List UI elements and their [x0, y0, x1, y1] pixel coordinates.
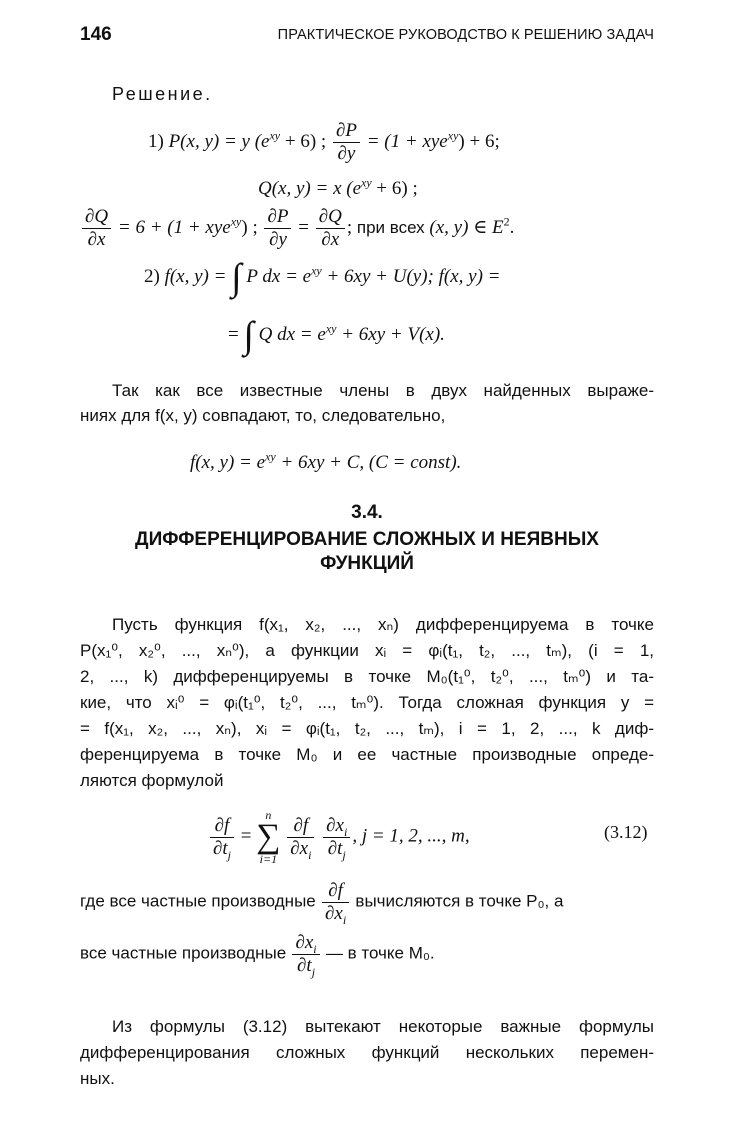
solution-label: Решение. — [112, 84, 213, 104]
formula-line-4 — [144, 256, 501, 299]
formula-1-right-exp: xy — [447, 128, 459, 143]
formula-1-exp: xy — [269, 128, 281, 143]
formula-line-2 — [258, 175, 418, 200]
formula-4-mid: P dx = e — [246, 266, 312, 287]
eq-dx-dt-fraction: $\frac{\partial x_i}{\partial t_j}$ — [323, 815, 350, 860]
integral-sign-1: ∫ — [231, 256, 242, 299]
formula-5-exp: xy — [325, 321, 337, 336]
paragraph-4-line-2: дифференцирования сложных функций нескольких перемен- — [80, 1043, 654, 1062]
formula-2-end: + 6) ; — [371, 178, 418, 199]
summation-sign: n ∑ i=1 — [256, 808, 281, 866]
result-exp: xy — [265, 449, 276, 464]
paragraph-2-line-4: кие, что xᵢ⁰ = φᵢ(t₁⁰, t₂⁰, ..., tₘ⁰). Тогда сложная функция y = — [80, 693, 654, 712]
section-title-line-2: ФУНКЦИЙ — [320, 553, 414, 574]
result-formula — [190, 449, 462, 474]
paragraph-1-line-2: ниях для f(x, y) совпадают, то, следовательно, — [80, 406, 446, 425]
eq-lhs-fraction: $\frac{\partial f}{\partial t_j}$ — [210, 815, 234, 860]
equation-number: (3.12) — [604, 822, 648, 842]
formula-5-mid: Q dx = e — [258, 324, 326, 345]
partial-q-x-fraction: $\frac{\partial Q}{\partial x}$ — [82, 206, 111, 251]
section-number: 3.4. — [351, 502, 383, 523]
paragraph-1-line-1: Так как все известные члены в двух найденных выраже- — [112, 381, 654, 400]
formula-4-exp: xy — [311, 263, 322, 278]
partial-f-x-fraction: $\frac{\partial f}{\partial x_i}$ — [322, 880, 349, 925]
running-title: ПРАКТИЧЕСКОЕ РУКОВОДСТВО К РЕШЕНИЮ ЗАДАЧ — [277, 27, 654, 43]
formula-1-right-end: ) + 6; — [458, 130, 500, 152]
formula-1-mid: + 6) ; — [280, 130, 327, 152]
partial-p-y-fraction: $\frac{\partial P}{\partial y}$ — [333, 120, 360, 165]
paragraph-2-line-7: ляются формулой — [80, 771, 224, 790]
paragraph-3-line-1: где все частные производные $\frac{\partial f}{\partial x_i}$ вычисляются в точке P₀, а — [80, 880, 564, 927]
partial-x-t-fraction: $\frac{\partial x_i}{\partial t_j}$ — [292, 932, 319, 977]
partial-q-x-fraction-2: $\frac{\partial Q}{\partial x}$ — [316, 206, 345, 251]
formula-2-exp: xy — [361, 175, 372, 190]
formula-4-end: + 6xy + U(y); f(x, y) = — [321, 266, 501, 287]
paragraph-2-line-2: P(x₁⁰, x₂⁰, ..., xₙ⁰), а функции xᵢ = φᵢ(t₁, t₂, ..., tₘ), (i = 1, — [80, 641, 654, 660]
eq-df-dx-fraction: $\frac{\partial f}{\partial x_i}$ — [287, 815, 314, 860]
formula-3-exp: xy — [230, 214, 242, 229]
result-end: + 6xy + C, (C = const). — [275, 452, 462, 473]
page-number: 146 — [80, 24, 112, 45]
formula-3-condition: (x, y) ∈ E — [429, 216, 504, 238]
paragraph-2-line-5: = f(x₁, x₂, ..., xₙ), xᵢ = φᵢ(t₁, t₂, ..., tₘ), i = 1, 2, ..., k диф- — [80, 719, 654, 738]
paragraph-2-line-1: Пусть функция f(x₁, x₂, ..., xₙ) дифференцируема в точке — [112, 615, 654, 634]
formula-3-mid2: ) ; — [241, 216, 258, 238]
eq-tail: , j = 1, 2, ..., m, — [352, 825, 470, 847]
formula-1-right: = (1 + xye — [366, 130, 448, 152]
formula-line-5 — [228, 314, 445, 357]
section-title-line-1: ДИФФЕРЕНЦИРОВАНИЕ СЛОЖНЫХ И НЕЯВНЫХ — [135, 529, 599, 550]
formula-3-cond-sup: 2 — [503, 214, 510, 229]
paragraph-4-line-1: Из формулы (3.12) вытекают некоторые важные формулы — [112, 1017, 654, 1036]
formula-5-left: = — [228, 324, 239, 345]
formula-line-1 — [148, 120, 500, 165]
paragraph-4-line-3: ных. — [80, 1069, 115, 1088]
paragraph-2-line-3: 2, ..., k) дифференцируемы в точке M₀(t₁⁰, t₂⁰, ..., tₘ⁰) и та- — [80, 667, 654, 686]
equation-3-12: $\frac{\partial f}{\partial t_j}$ = n ∑ i=1 $\frac{\partial f}{\partial x_i}$ $\frac{\partial x_i}{\partial t_j}$ , j = 1, 2, ..., m, — [208, 808, 470, 866]
item-number-2: 2) — [144, 266, 160, 287]
section-title — [80, 528, 654, 576]
formula-5-end: + 6xy + V(x). — [336, 324, 445, 345]
partial-p-y-fraction-2: $\frac{\partial P}{\partial y}$ — [264, 206, 291, 251]
result-left: f(x, y) = e — [190, 452, 266, 473]
paragraph-2-line-6: ференцируема в точке M₀ и ее частные производные опреде- — [80, 745, 654, 764]
item-number-1: 1) — [148, 130, 164, 152]
formula-2-left: Q(x, y) = x (e — [258, 178, 362, 199]
formula-line-3: $\frac{\partial Q}{\partial x}$ = 6 + (1 + xye$^{xy}$) ; $\frac{\partial P}{\partial y}$ = $\frac{\partial Q}{\partial x}$ ; при всех (x, y) ∈ $E^2$. — [80, 206, 514, 251]
page-header — [80, 24, 654, 48]
formula-1-left: P(x, y) = y (e — [168, 130, 270, 152]
formula-4-left: f(x, y) = — [164, 266, 227, 287]
formula-3-text: при всех — [356, 217, 425, 237]
formula-3-mid: = 6 + (1 + xye — [113, 216, 231, 238]
paragraph-3-line-2: все частные производные $\frac{\partial x_i}{\partial t_j}$ — в точке M₀. — [80, 932, 435, 979]
integral-sign-2: ∫ — [243, 314, 254, 357]
